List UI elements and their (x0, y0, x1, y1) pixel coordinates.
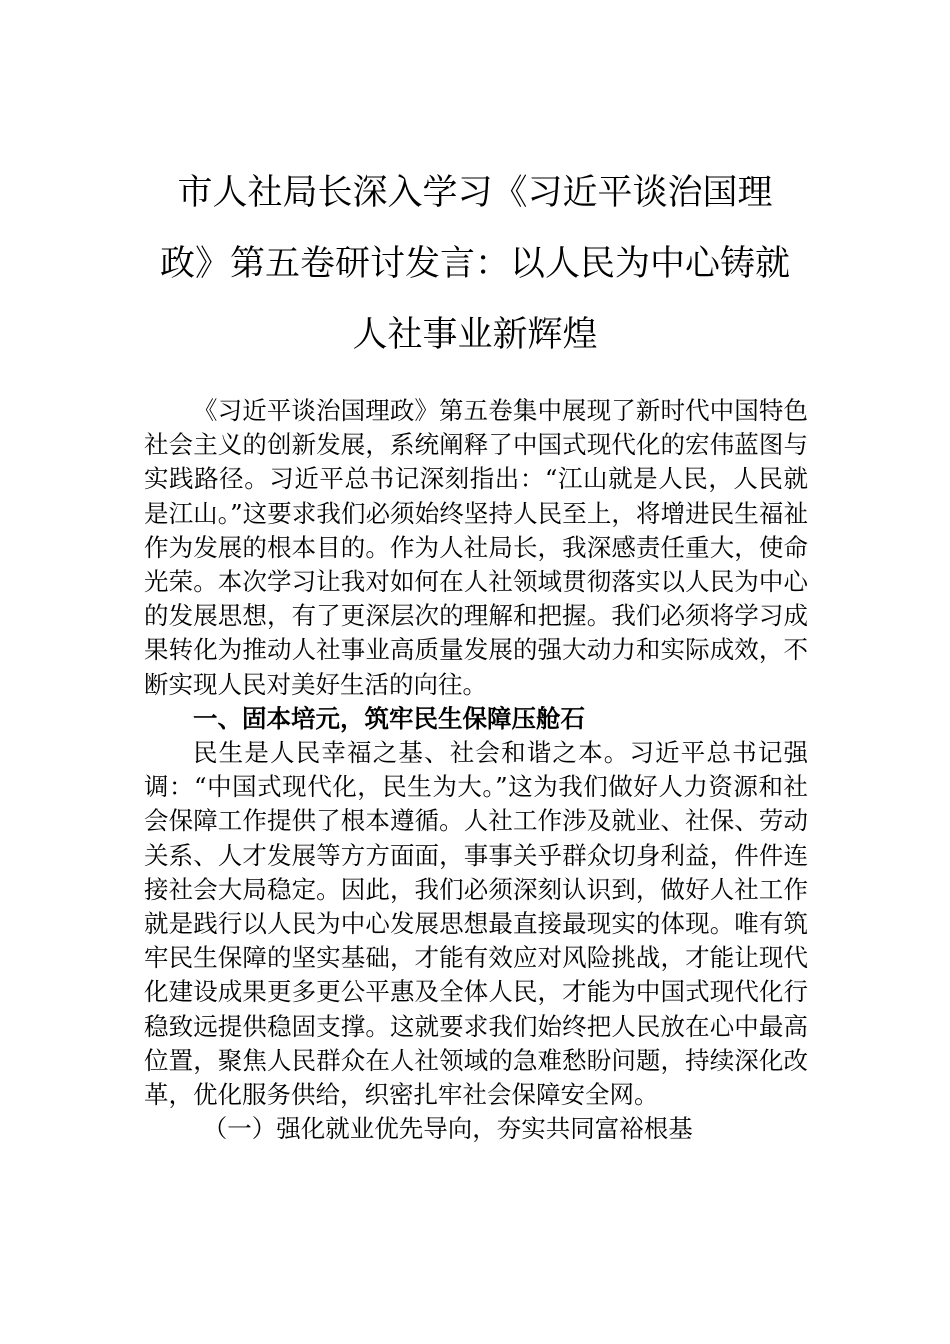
document-body (144, 394, 808, 1146)
title-line-3: 人社事业新辉煌 (352, 315, 598, 355)
title-line-2: 政》第五卷研讨发言：以人民为中心铸就 (159, 244, 790, 284)
subsection-heading-1: （一）强化就业优先导向，夯实共同富裕根基 (202, 1114, 693, 1144)
section-heading-1: 一、固本培元，筑牢民生保障压舱石 (193, 703, 585, 733)
section-1-paragraph: 民生是人民幸福之基、社会和谐之本。习近平总书记强调：“中国式现代化，民生为大。”这为我们做好人力资源和社会保障工作提供了根本遵循。人社工作涉及就业、社保、劳动关系、人才发展等方方面面，事事关乎群众切身利益，件件连接社会大局稳定。因此，我们必须深刻认识到，做好人社工作就是践行以人民为中心发展思想最直接最现实的体现。唯有筑牢民生保障的坚实基础，才能有效应对风险挑战，才能让现代化建设成果更多更公平惠及全体人民，才能为中国式现代化行稳致远提供稳固支撑。这就要求我们始终把人民放在心中最高位置，聚焦人民群众在人社领域的急难愁盼问题，持续深化改革，优化服务供给，织密扎牢社会保障安全网。 (144, 738, 808, 1110)
document-title (140, 158, 810, 371)
intro-paragraph: 《习近平谈治国理政》第五卷集中展现了新时代中国特色社会主义的创新发展，系统阐释了中国式现代化的宏伟蓝图与实践路径。习近平总书记深刻指出：“江山就是人民，人民就是江山。”这要求我们必须始终坚持人民至上，将增进民生福祉作为发展的根本目的。作为人社局长，我深感责任重大，使命光荣。本次学习让我对如何在人社领域贯彻落实以人民为中心的发展思想，有了更深层次的理解和把握。我们必须将学习成果转化为推动人社事业高质量发展的强大动力和实际成效，不断实现人民对美好生活的向往。 (144, 396, 808, 699)
title-line-1: 市人社局长深入学习《习近平谈治国理 (177, 173, 773, 213)
